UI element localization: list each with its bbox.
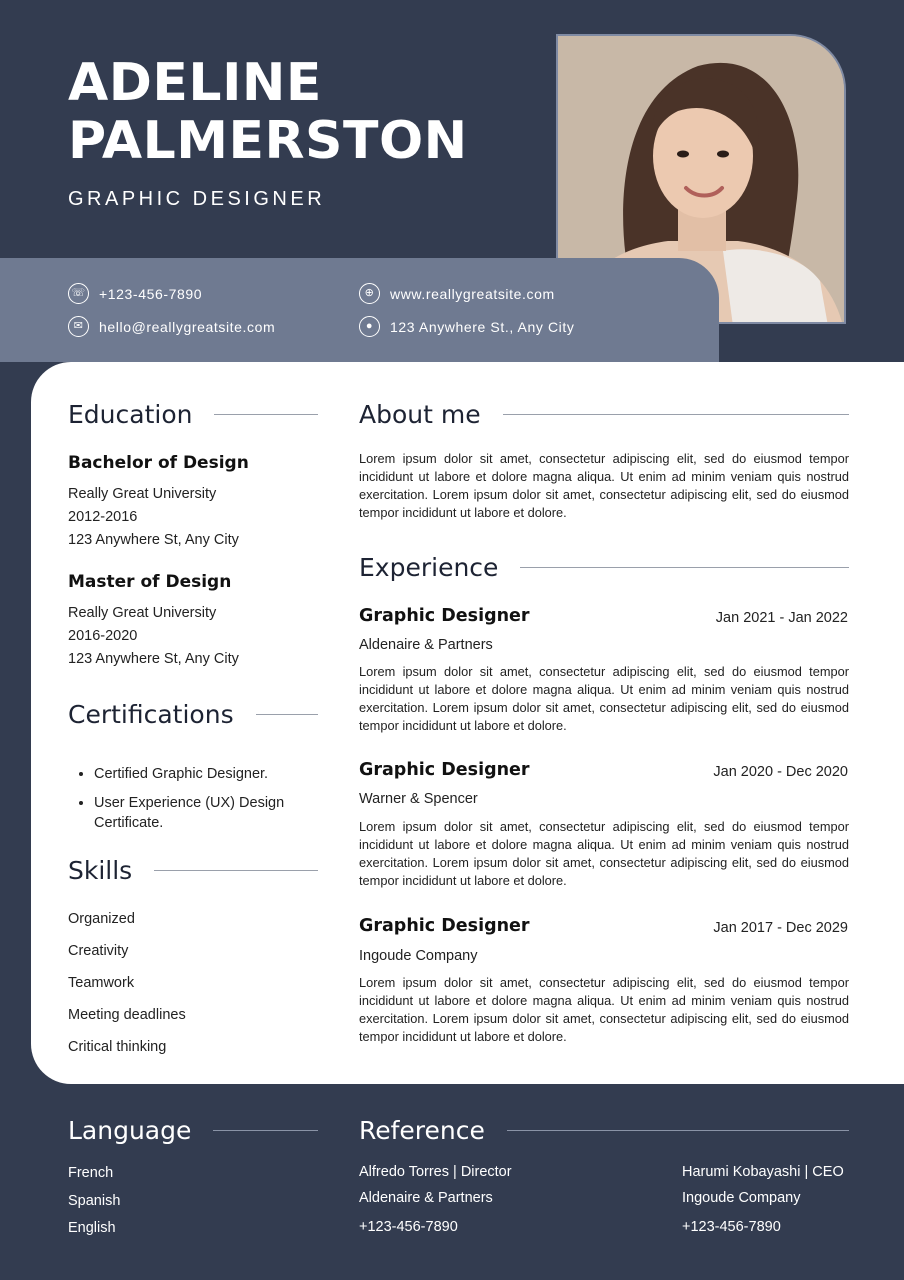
- education-school-1: Really Great University: [68, 486, 217, 502]
- job-3-company: Ingoude Company: [359, 948, 478, 964]
- reference-2-phone: +123-456-7890: [682, 1219, 781, 1235]
- job-2-title: Graphic Designer: [359, 760, 530, 780]
- language-item: Spanish: [68, 1193, 121, 1209]
- certification-item: • User Experience (UX) Design Certificate.: [94, 793, 314, 833]
- job-3-dates: Jan 2017 - Dec 2029: [713, 920, 848, 936]
- education-degree-1: Bachelor of Design: [68, 453, 249, 473]
- language-item: French: [68, 1165, 114, 1181]
- contact-address: [359, 316, 574, 337]
- education-address-2: 123 Anywhere St, Any City: [68, 651, 239, 667]
- contact-email: [68, 316, 275, 337]
- education-years-1: 2012-2016: [68, 509, 138, 525]
- job-1-company: Aldenaire & Partners: [359, 637, 493, 653]
- job-2-dates: Jan 2020 - Dec 2020: [713, 764, 848, 780]
- phone-text: +123-456-7890: [99, 285, 203, 302]
- email-icon: ✉: [68, 316, 89, 337]
- reference-2-name-role: Harumi Kobayashi | CEO: [682, 1164, 844, 1180]
- contact-bar: [0, 258, 719, 362]
- full-name: [68, 54, 468, 170]
- job-title-header: GRAPHIC DESIGNER: [68, 188, 326, 210]
- job-3-title: Graphic Designer: [359, 916, 530, 936]
- experience-heading: Experience: [359, 553, 849, 582]
- job-1-description: Lorem ipsum dolor sit amet, consectetur adipiscing elit, sed do eiusmod tempor incididunt ut labore et dolore magna aliqua. Ut enim ad minim veniam quis nostrud exercitation. Lorem ipsum dolor sit amet, consectetur adipiscing elit, sed do eiusmod tempor incididunt ut labore et dolore.: [359, 664, 849, 733]
- name-line-2: PALMERSTON: [68, 111, 468, 171]
- contact-phone: [68, 283, 202, 304]
- education-degree-2: Master of Design: [68, 572, 232, 592]
- job-3-description: Lorem ipsum dolor sit amet, consectetur adipiscing elit, sed do eiusmod tempor incididunt ut labore et dolore magna aliqua. Ut enim ad minim veniam quis nostrud exercitation. Lorem ipsum dolor sit amet, consectetur adipiscing elit, sed do eiusmod tempor incididunt ut labore et dolore.: [359, 975, 849, 1044]
- reference-2-company: Ingoude Company: [682, 1190, 801, 1206]
- job-1-dates: Jan 2021 - Jan 2022: [715, 610, 848, 626]
- name-line-1: ADELINE: [68, 53, 322, 113]
- reference-heading: Reference: [359, 1116, 849, 1145]
- language-item: English: [68, 1220, 116, 1236]
- location-pin-icon: ●: [359, 316, 380, 337]
- job-2-company: Warner & Spencer: [359, 791, 478, 807]
- website-text: www.reallygreatsite.com: [390, 285, 555, 302]
- skill-item: Organized: [68, 911, 135, 927]
- skill-item: Creativity: [68, 943, 129, 959]
- certifications-list: [94, 764, 314, 842]
- skill-item: Teamwork: [68, 975, 135, 991]
- certifications-heading: Certifications: [68, 700, 318, 729]
- phone-icon: ☏: [68, 283, 89, 304]
- education-address-1: 123 Anywhere St, Any City: [68, 532, 239, 548]
- skill-item: Critical thinking: [68, 1039, 167, 1055]
- education-heading: Education: [68, 400, 318, 429]
- education-school-2: Really Great University: [68, 605, 217, 621]
- skill-item: Meeting deadlines: [68, 1007, 186, 1023]
- about-text: Lorem ipsum dolor sit amet, consectetur adipiscing elit, sed do eiusmod tempor incididunt ut labore et dolore magna aliqua. Ut enim ad minim veniam quis nostrud exercitation. Lorem ipsum dolor sit amet, consectetur adipiscing elit, sed do eiusmod tempor incididunt ut labore et dolore.: [359, 451, 849, 520]
- reference-1-name-role: Alfredo Torres | Director: [359, 1164, 512, 1180]
- reference-1-phone: +123-456-7890: [359, 1219, 458, 1235]
- address-text: 123 Anywhere St., Any City: [390, 318, 575, 335]
- about-heading: About me: [359, 400, 849, 429]
- education-years-2: 2016-2020: [68, 628, 138, 644]
- job-2-description: Lorem ipsum dolor sit amet, consectetur adipiscing elit, sed do eiusmod tempor incididunt ut labore et dolore magna aliqua. Ut enim ad minim veniam quis nostrud exercitation. Lorem ipsum dolor sit amet, consectetur adipiscing elit, sed do eiusmod tempor incididunt ut labore et dolore.: [359, 819, 849, 888]
- email-text: hello@reallygreatsite.com: [99, 318, 276, 335]
- job-1-title: Graphic Designer: [359, 606, 530, 626]
- reference-1-company: Aldenaire & Partners: [359, 1190, 493, 1206]
- language-heading: Language: [68, 1116, 318, 1145]
- skills-heading: Skills: [68, 856, 318, 885]
- contact-website: [359, 283, 555, 304]
- globe-icon: ⊕: [359, 283, 380, 304]
- certification-item: • Certified Graphic Designer.: [94, 764, 314, 784]
